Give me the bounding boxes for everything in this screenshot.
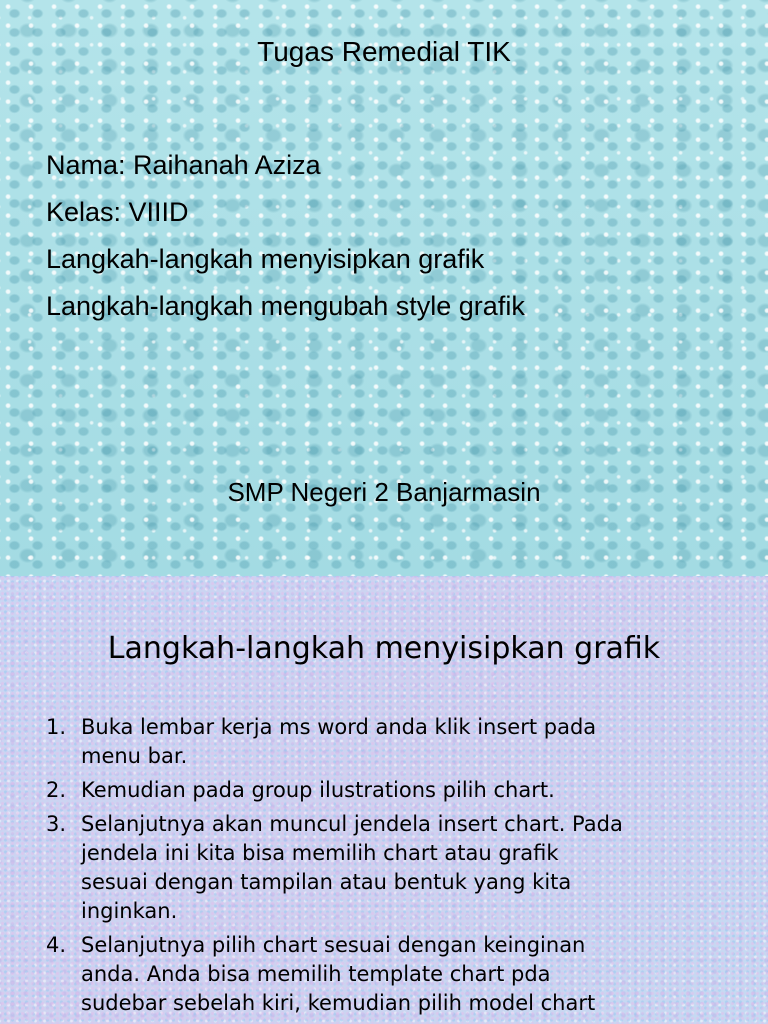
steps-heading: Langkah-langkah menyisipkan grafik <box>107 631 661 666</box>
list-item <box>46 931 726 1018</box>
step-text: Buka lembar kerja ms word anda klik insert pada menu bar. <box>81 715 597 768</box>
student-class-line: Kelas: VIIID <box>46 197 189 227</box>
step-number: 4. <box>46 933 67 957</box>
step-number: 1. <box>46 715 67 739</box>
step-number: 3. <box>46 812 67 836</box>
slide-title: Tugas Remedial TIK <box>257 36 511 67</box>
topic-change-style-line: Langkah-langkah mengubah style grafik <box>46 291 525 321</box>
list-item <box>46 776 726 805</box>
student-name-line: Nama: Raihanah Aziza <box>46 150 321 180</box>
step-text: Selanjutnya akan muncul jendela insert chart. Pada jendela ini kita bisa memilih chart atau grafik sesuai dengan tampilan atau bentuk yang kita inginkan. <box>81 812 623 923</box>
steps-list <box>46 713 726 1023</box>
step-text: Kemudian pada group ilustrations pilih chart. <box>81 778 555 802</box>
list-item <box>46 713 726 771</box>
student-info-list <box>46 142 525 330</box>
school-name: SMP Negeri 2 Banjarmasin <box>227 477 541 507</box>
topic-insert-chart-line: Langkah-langkah menyisipkan grafik <box>46 244 485 274</box>
list-item <box>46 810 726 926</box>
step-number: 2. <box>46 778 67 802</box>
step-text: Selanjutnya pilih chart sesuai dengan keinginan anda. Anda bisa memilih template chart pda sudebar sebelah kiri, kemudian pilih model chart <box>81 933 596 1015</box>
